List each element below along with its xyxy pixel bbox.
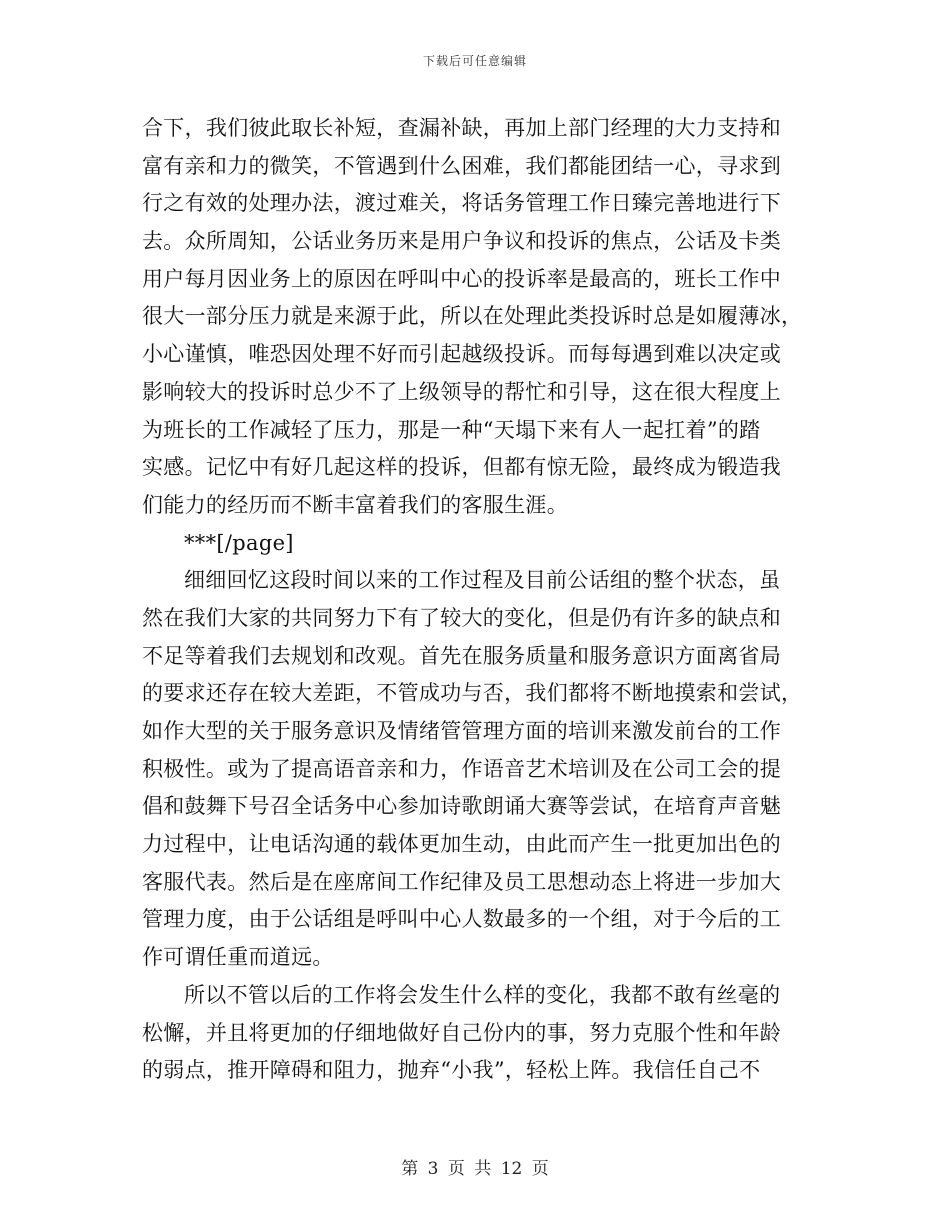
body-text-line: 作可谓任重而道远。 <box>142 945 334 970</box>
body-text-line: 所以不管以后的工作将会发生什么样的变化，我都不敢有丝毫的 <box>184 982 781 1007</box>
body-text-line: 细细回忆这段时间以来的工作过程及目前公话组的整个状态，虽 <box>184 568 781 593</box>
body-text-line: 客服代表。然后是在座席间工作纪律及员工思想动态上将进一步加大 <box>142 869 781 894</box>
body-text-line: 的要求还存在较大差距，不管成功与否，我们都将不断地摸索和尝试， <box>142 681 803 706</box>
body-text-line: 影响较大的投诉时总少不了上级领导的帮忙和引导，这在很大程度上 <box>142 379 781 404</box>
body-text-line: 用户每月因业务上的原因在呼叫中心的投诉率是最高的，班长工作中 <box>142 266 781 291</box>
page-number-footer: 第 3 页 共 12 页 <box>401 1159 549 1179</box>
body-text-line: 然在我们大家的共同努力下有了较大的变化，但是仍有许多的缺点和 <box>142 605 781 630</box>
body-text-line: 为班长的工作减轻了压力，那是一种“天塌下来有人一起扛着”的踏 <box>142 417 761 442</box>
body-text-line: 实感。记忆中有好几起这样的投诉，但都有惊无险，最终成为锻造我 <box>142 455 781 480</box>
page-header-note: 下载后可任意编辑 <box>422 54 527 68</box>
body-text-line: 的弱点，推开障碍和阻力，抛弃“小我”，轻松上阵。我信任自己不 <box>142 1058 761 1083</box>
body-text-line: 行之有效的处理办法，渡过难关，将话务管理工作日臻完善地进行下 <box>142 191 781 216</box>
body-text-line: 去。众所周知，公话业务历来是用户争议和投诉的焦点，公话及卡类 <box>142 229 781 254</box>
body-text-line: 富有亲和力的微笑，不管遇到什么困难，我们都能团结一心，寻求到 <box>142 153 781 178</box>
body-text-line: 很大一部分压力就是来源于此，所以在处理此类投诉时总是如履薄冰， <box>142 304 803 329</box>
document-body <box>142 110 808 1090</box>
body-text-line: 管理力度，由于公话组是呼叫中心人数最多的一个组，对于今后的工 <box>142 907 781 932</box>
body-text-line: 们能力的经历而不断丰富着我们的客服生涯。 <box>142 492 568 517</box>
body-text-line: 倡和鼓舞下号召全话务中心参加诗歌朗诵大赛等尝试，在培育声音魅 <box>142 794 781 819</box>
body-text-line: 合下，我们彼此取长补短，查漏补缺，再加上部门经理的大力支持和 <box>142 116 781 140</box>
body-text-line: 积极性。或为了提高语音亲和力，作语音艺术培训及在公司工会的提 <box>142 756 781 781</box>
body-text-line: 如作大型的关于服务意识及情绪管管理方面的培训来激发前台的工作 <box>142 719 781 743</box>
body-text-line: 力过程中，让电话沟通的载体更加生动，由此而产生一批更加出色的 <box>142 832 781 857</box>
body-text-line: 松懈，并且将更加的仔细地做好自己份内的事，努力克服个性和年龄 <box>142 1020 781 1045</box>
body-text-line: 不足等着我们去规划和改观。首先在服务质量和服务意识方面离省局 <box>142 643 781 668</box>
body-text-line: ***[/page] <box>184 530 294 555</box>
body-text-line: 小心谨慎，唯恐因处理不好而引起越级投诉。而每每遇到难以决定或 <box>142 342 781 367</box>
